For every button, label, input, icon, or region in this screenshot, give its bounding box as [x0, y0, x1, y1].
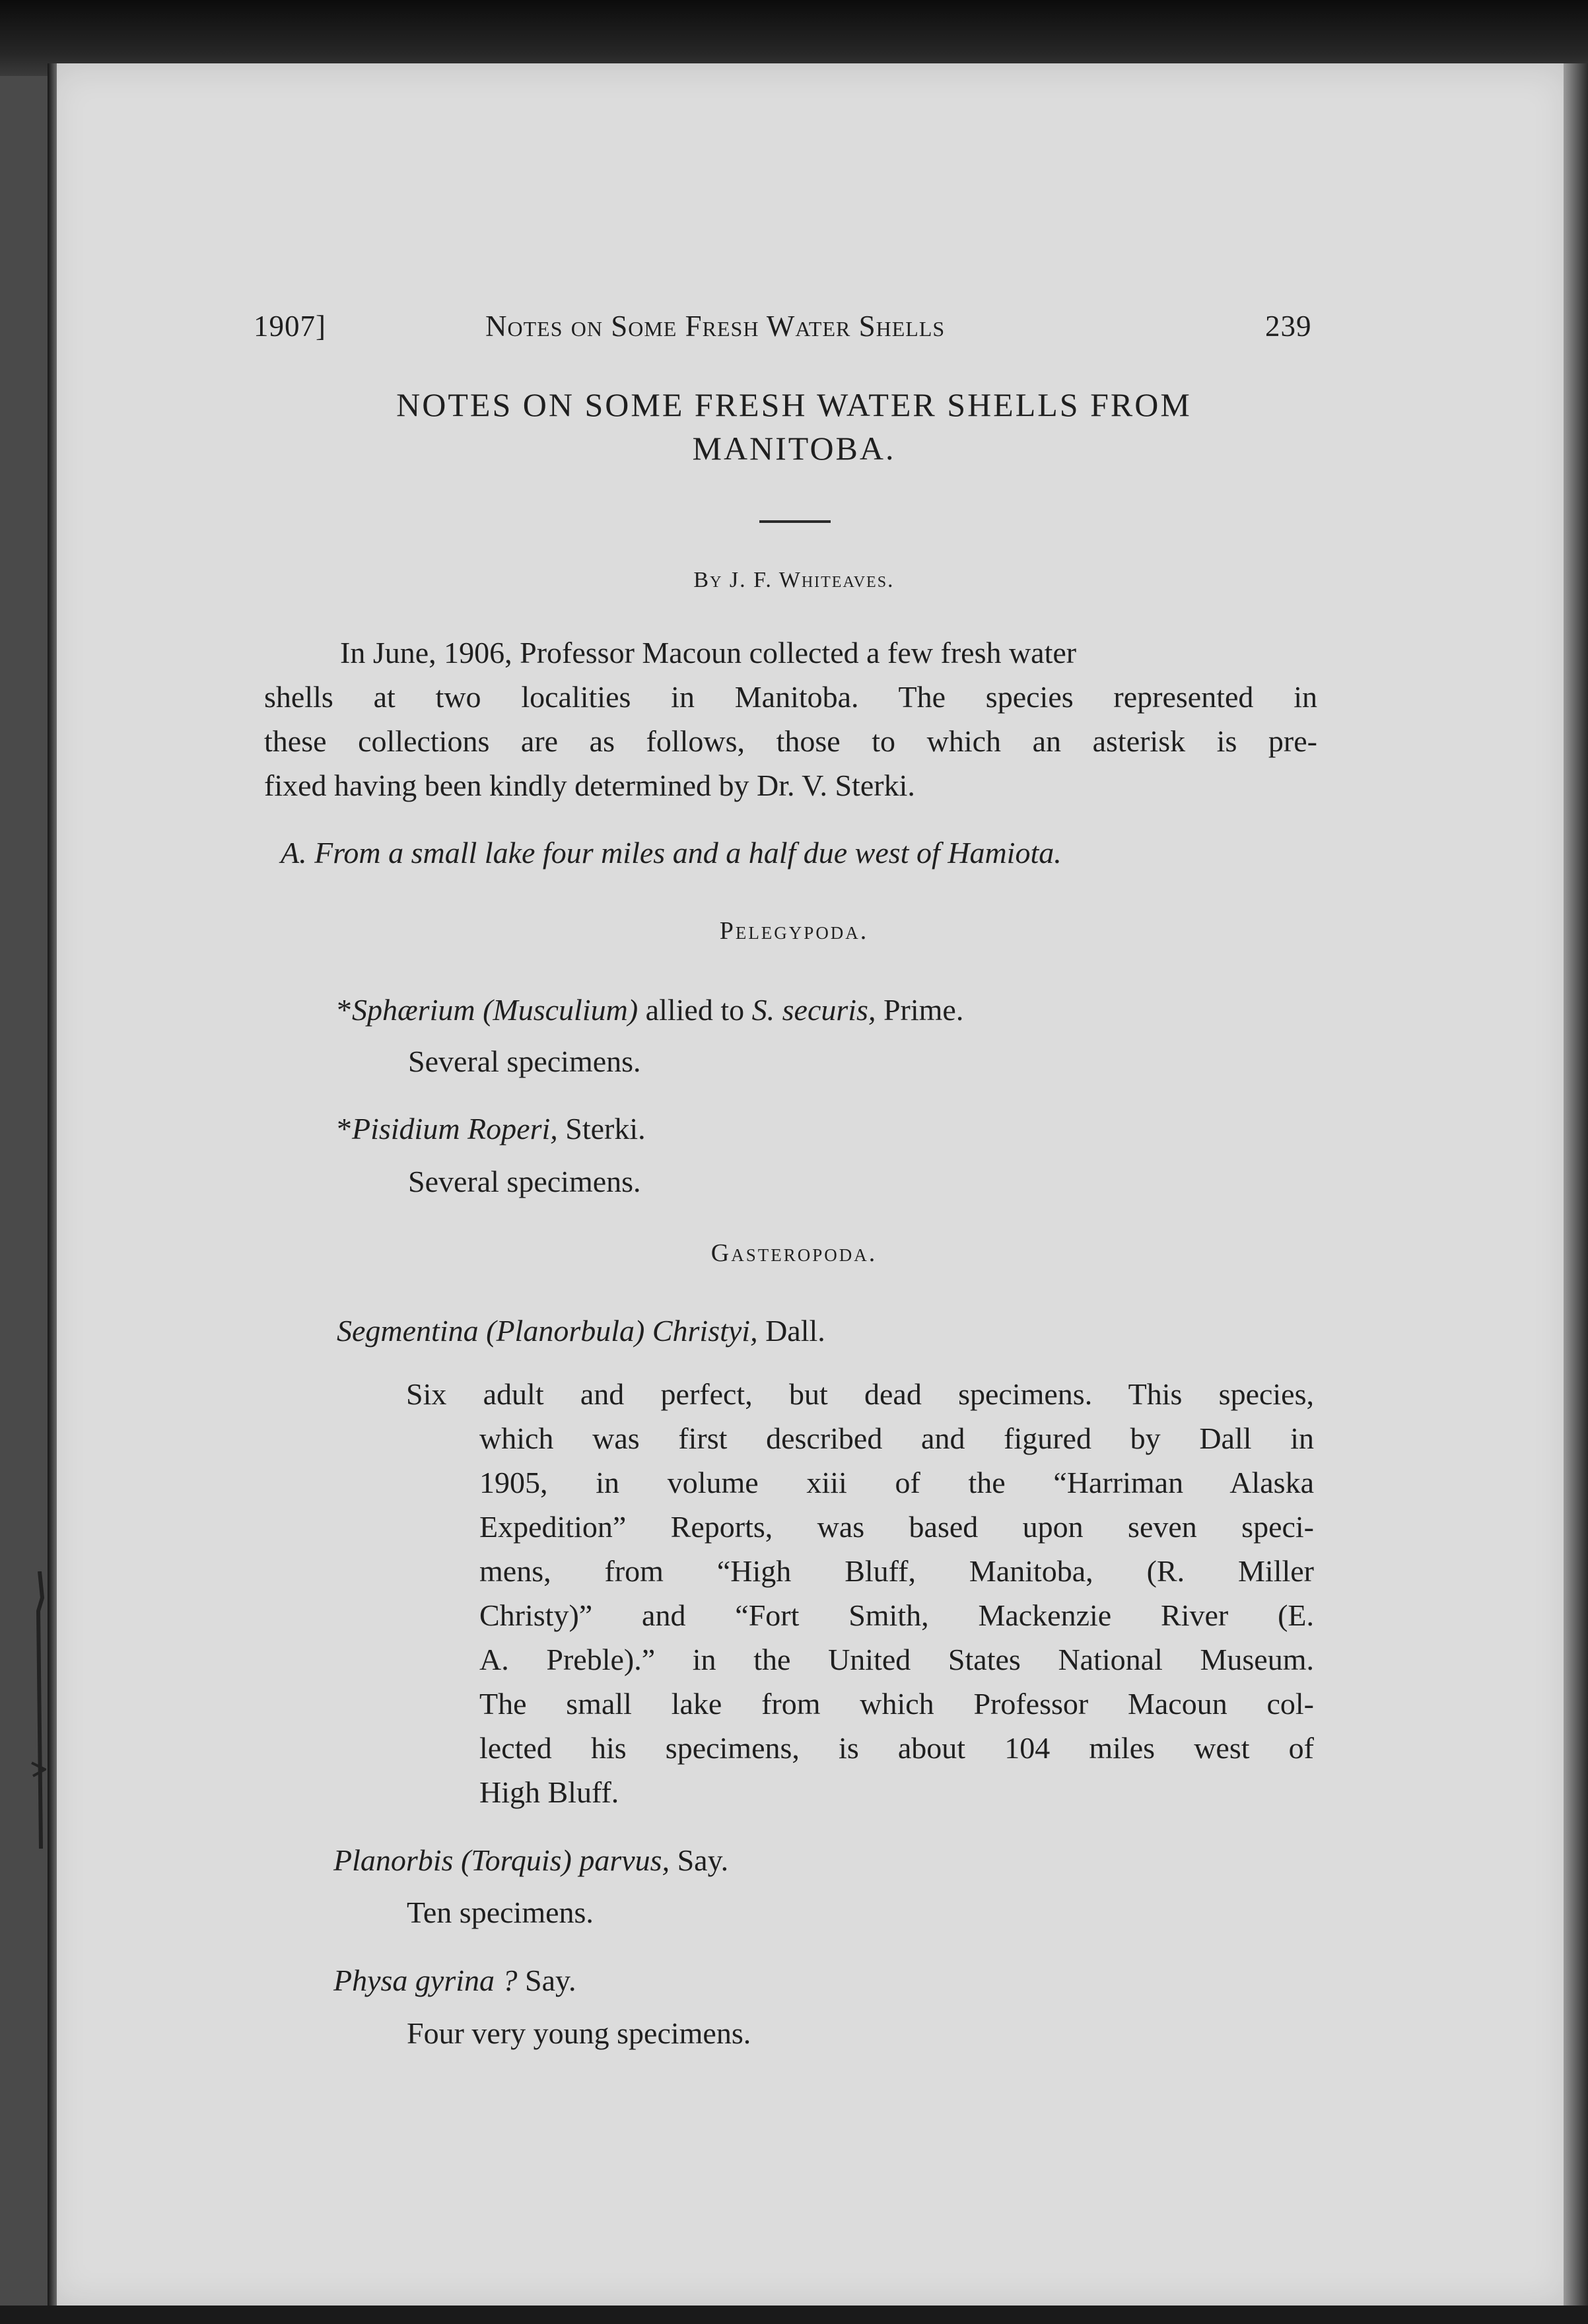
- article-title-line2: MANITOBA.: [692, 430, 896, 467]
- genus-name: Planorbis: [333, 1843, 454, 1877]
- segmentina-note-line-6: Christy)” and “Fort Smith, Mackenzie River (E.: [479, 1598, 1314, 1632]
- segmentina-entry: [337, 1309, 825, 1353]
- authority: Say.: [517, 1964, 576, 1997]
- title-rule: [759, 520, 831, 523]
- asterisk: *: [337, 993, 352, 1027]
- section-a-text: A. From a small lake four miles and a half due west of Hamiota.: [281, 836, 1062, 870]
- pelecypoda-heading: Pelegypoda.: [719, 917, 869, 945]
- asterisk: *: [337, 1112, 352, 1145]
- segmentina-note-line-8: The small lake from which Professor Macoun col-: [479, 1687, 1314, 1721]
- planorbis-note: Ten specimens.: [407, 1896, 594, 1929]
- genus-name: Segmentina: [337, 1314, 479, 1348]
- running-head-year: 1907]: [254, 310, 326, 343]
- section-a-heading: [281, 831, 1062, 875]
- pisidium-note: Several specimens.: [408, 1165, 641, 1198]
- subgenus-name: (Planorbula): [486, 1314, 645, 1348]
- subgenus-name: (Torquis): [460, 1843, 572, 1877]
- planorbis-entry: [333, 1838, 728, 1882]
- species-name: S. securis,: [751, 993, 876, 1027]
- margin-marks-graphic: [26, 1571, 46, 1849]
- species-name: parvus,: [579, 1843, 670, 1877]
- authority: Dall.: [757, 1314, 825, 1348]
- authority: Sterki.: [557, 1112, 646, 1145]
- subgenus-name: (Musculium): [483, 993, 639, 1027]
- byline: By J. F. Whiteaves.: [693, 568, 895, 592]
- intro-line-1: In June, 1906, Professor Macoun collected a few fresh water: [340, 636, 1077, 669]
- sphaerium-entry: [337, 988, 963, 1032]
- physa-note: Four very young specimens.: [407, 2016, 751, 2050]
- gasteropoda-heading: Gasteropoda.: [710, 1239, 878, 1267]
- segmentina-note-line-7: A. Preble).” in the United States National Museum.: [479, 1643, 1314, 1676]
- intro-line-3: these collections are as follows, those to which an asterisk is pre-: [264, 724, 1317, 758]
- segmentina-note-line-1: Six adult and perfect, but dead specimens. This species,: [406, 1377, 1314, 1411]
- article-title: [0, 383, 1588, 470]
- intro-line-2: shells at two localities in Manitoba. The species represented in: [264, 680, 1317, 714]
- scan-bottom-border: [0, 2306, 1588, 2324]
- page-number: 239: [1265, 310, 1312, 343]
- species-name: Christyi,: [652, 1314, 758, 1348]
- article-title-line1: NOTES ON SOME FRESH WATER SHELLS FROM: [396, 386, 1192, 423]
- segmentina-note-line-9: lected his specimens, is about 104 miles west of: [479, 1731, 1314, 1765]
- physa-entry: [333, 1958, 576, 2002]
- authority: Say.: [670, 1843, 729, 1877]
- entry-plain-text: allied to: [638, 993, 752, 1027]
- segmentina-note-line-4: Expedition” Reports, was based upon seven speci-: [479, 1510, 1314, 1544]
- segmentina-note-line-2: which was first described and figured by Dall in: [479, 1421, 1314, 1455]
- segmentina-note-line-3: 1905, in volume xiii of the “Harriman Alaska: [479, 1466, 1314, 1499]
- genus-name: Sphærium: [352, 993, 475, 1027]
- sphaerium-note: Several specimens.: [408, 1044, 641, 1078]
- segmentina-note-line-5: mens, from “High Bluff, Manitoba, (R. Miller: [479, 1554, 1314, 1588]
- authority: Prime.: [876, 993, 964, 1027]
- running-head-title: Notes on Some Fresh Water Shells: [485, 310, 946, 343]
- intro-line-4: fixed having been kindly determined by Dr. V. Sterki.: [264, 769, 915, 802]
- species-name: Physa gyrina ?: [333, 1964, 518, 1997]
- segmentina-note-line-10: High Bluff.: [479, 1775, 619, 1809]
- pisidium-entry: [337, 1107, 646, 1151]
- species-name: Pisidium Roperi,: [352, 1112, 558, 1145]
